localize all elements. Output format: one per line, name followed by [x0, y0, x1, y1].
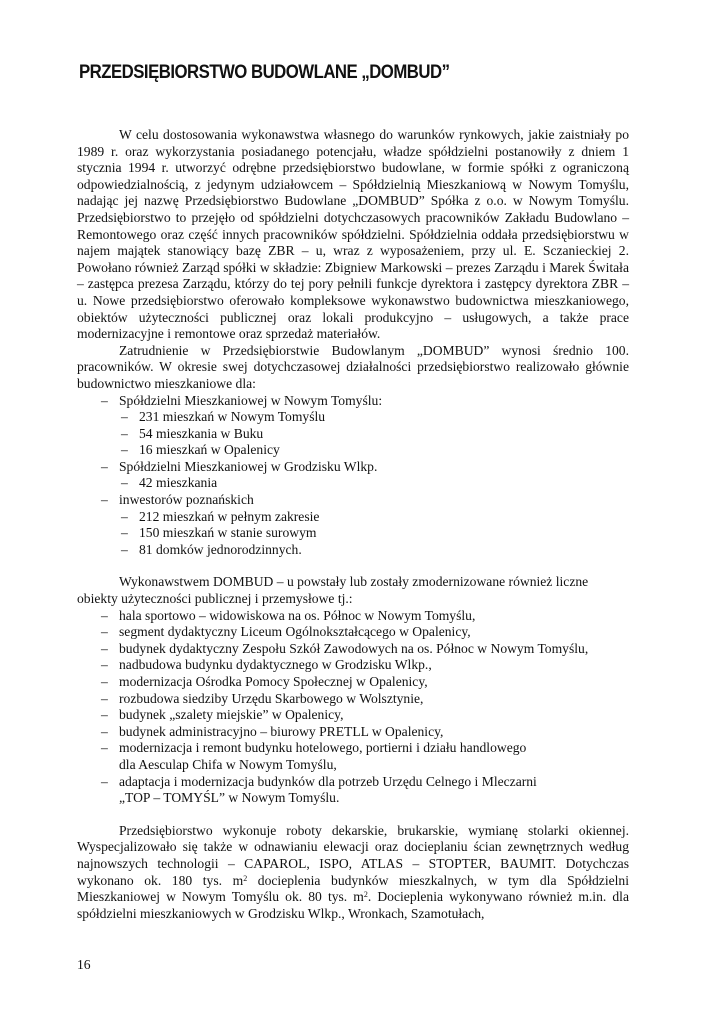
list-item: – segment dydaktyczny Liceum Ogólnokształcącego w Opalenicy, — [101, 624, 471, 640]
list-item: – 150 mieszkań w stanie surowym — [121, 525, 317, 541]
buildings-list — [77, 608, 629, 807]
document-body — [77, 127, 629, 922]
list-item: – 81 domków jednorodzinnych. — [121, 541, 302, 557]
list-item: – Spółdzielni Mieszkaniowej w Grodzisku Wlkp. — [101, 458, 378, 474]
list-item: – 16 mieszkań w Opalenicy — [121, 442, 280, 458]
list-item: – budynek administracyjno – biurowy PRETLL w Opalenicy, — [101, 723, 444, 739]
list-item: – hala sportowo – widowiskowa na os. Północ w Nowym Tomyślu, — [101, 607, 476, 623]
list-item-continuation: „TOP – TOMYŚL” w Nowym Tomyślu. — [119, 790, 340, 806]
list-item: – modernizacja i remont budynku hotelowego, portierni i działu handlowego — [101, 740, 527, 756]
page-number: 16 — [77, 957, 91, 972]
list-item: – rozbudowa siedziby Urzędu Skarbowego w Wolsztynie, — [101, 690, 424, 706]
paragraph-employment: Zatrudnienie w Przedsiębiorstwie Budowlanym „DOMBUD” wynosi średnio 100. pracowników. W okresie swej dotychczasowej działalności przedsiębiorstwo realizowało głównie budownictwo mieszkaniowe dla: — [77, 342, 629, 391]
housing-list — [77, 393, 629, 559]
list-item: – budynek „szalety miejskie” w Opalenicy, — [101, 707, 344, 723]
paragraph-intro: W celu dostosowania wykonawstwa własnego do warunków rynkowych, jakie zaistniały po 1989 r. oraz wykorzystania posiadanego potencjału, władze spółdzielni postanowiły z dniem 1 stycznia 1994 r. utworzyć odrębne przedsiębiorstwo budowlane, w formie spółki z ograniczoną odpowiedzialnością, z jedynym udziałowcem – Spółdzielnią Mieszkaniową w Nowym Tomyślu, nadając jej nazwę Przedsiębiorstwo Budowlane „DOMBUD” Spółka z o.o. w Nowym Tomyślu. Przedsiębiorstwo to przejęło od spółdzielni dotychczasowych pracowników Zakładu Budowlano – Remontowego oraz część innych pracowników spółdzielni. Spółdzielnia oddała przedsiębiorstwu w najem majątek stanowiący bazę ZBR – u, wraz z wyposażeniem, przy ul. E. Sczanieckiej 2. Powołano również Zarząd spółki w składzie: Zbigniew Markowski – prezes Zarządu i Marek Świtała – zastępca prezesa Zarządu, którzy do tej pory pełnili funkcje dyrektora i zastępcy dyrektora ZBR – u. Nowe przedsiębiorstwo oferowało kompleksowe wykonawstwo budownictwa mieszkaniowego, obiektów użyteczności publicznej oraz lokali produkcyjno – usługowych, a także prace modernizacyjne i remontowe oraz sprzedaż materiałów. — [77, 127, 629, 342]
list-item: – 42 mieszkania — [121, 475, 218, 491]
list-item: – 231 mieszkań w Nowym Tomyślu — [121, 409, 326, 425]
list-item: – nadbudowa budynku dydaktycznego w Grodzisku Wlkp., — [101, 657, 432, 673]
page-title: PRZEDSIĘBIORSTWO BUDOWLANE „DOMBUD” — [79, 61, 450, 83]
list-item: – Spółdzielni Mieszkaniowej w Nowym Tomyślu: — [101, 392, 383, 408]
list-item: – modernizacja Ośrodka Pomocy Społecznej w Opalenicy, — [101, 674, 428, 689]
paragraph-services: Przedsiębiorstwo wykonuje roboty dekarskie, brukarskie, wymianę stolarki okiennej. Wyspecjalizowało się także w odnawianiu elewacji oraz docieplaniu ścian zewnętrznych według najnowszych technologii – CAPAROL, ISPO, ATLAS – STOPTER, BAUMIT. Dotychczas wykonano ok. 180 tys. $m^2$ docieplenia budynków mieszkalnych, w tym dla Spółdzielni Mieszkaniowej w Nowym Tomyślu ok. 80 tys. $m^2$. Docieplenia wykonywano również m.in. dla spółdzielni mieszkaniowych w Grodzisku Wlkp., Wronkach, Szamotułach, — [77, 822, 629, 921]
list-item: – budynek dydaktyczny Zespołu Szkół Zawodowych na os. Północ w Nowym Tomyślu, — [101, 640, 589, 656]
list-item: – 54 mieszkania w Buku — [121, 425, 264, 441]
list-item: – 212 mieszkań w pełnym zakresie — [121, 508, 320, 524]
list-item-continuation: dla Aesculap Chifa w Nowym Tomyślu, — [119, 756, 337, 772]
list-item: – inwestorów poznańskich — [101, 492, 254, 508]
paragraph-public-buildings: Wykonawstwem DOMBUD – u powstały lub zostały zmodernizowane również liczne obiekty użyteczności publicznej i przemysłowe tj.: — [77, 574, 589, 607]
list-item: – adaptacja i modernizacja budynków dla potrzeb Urzędu Celnego i Mleczarni — [101, 773, 537, 789]
